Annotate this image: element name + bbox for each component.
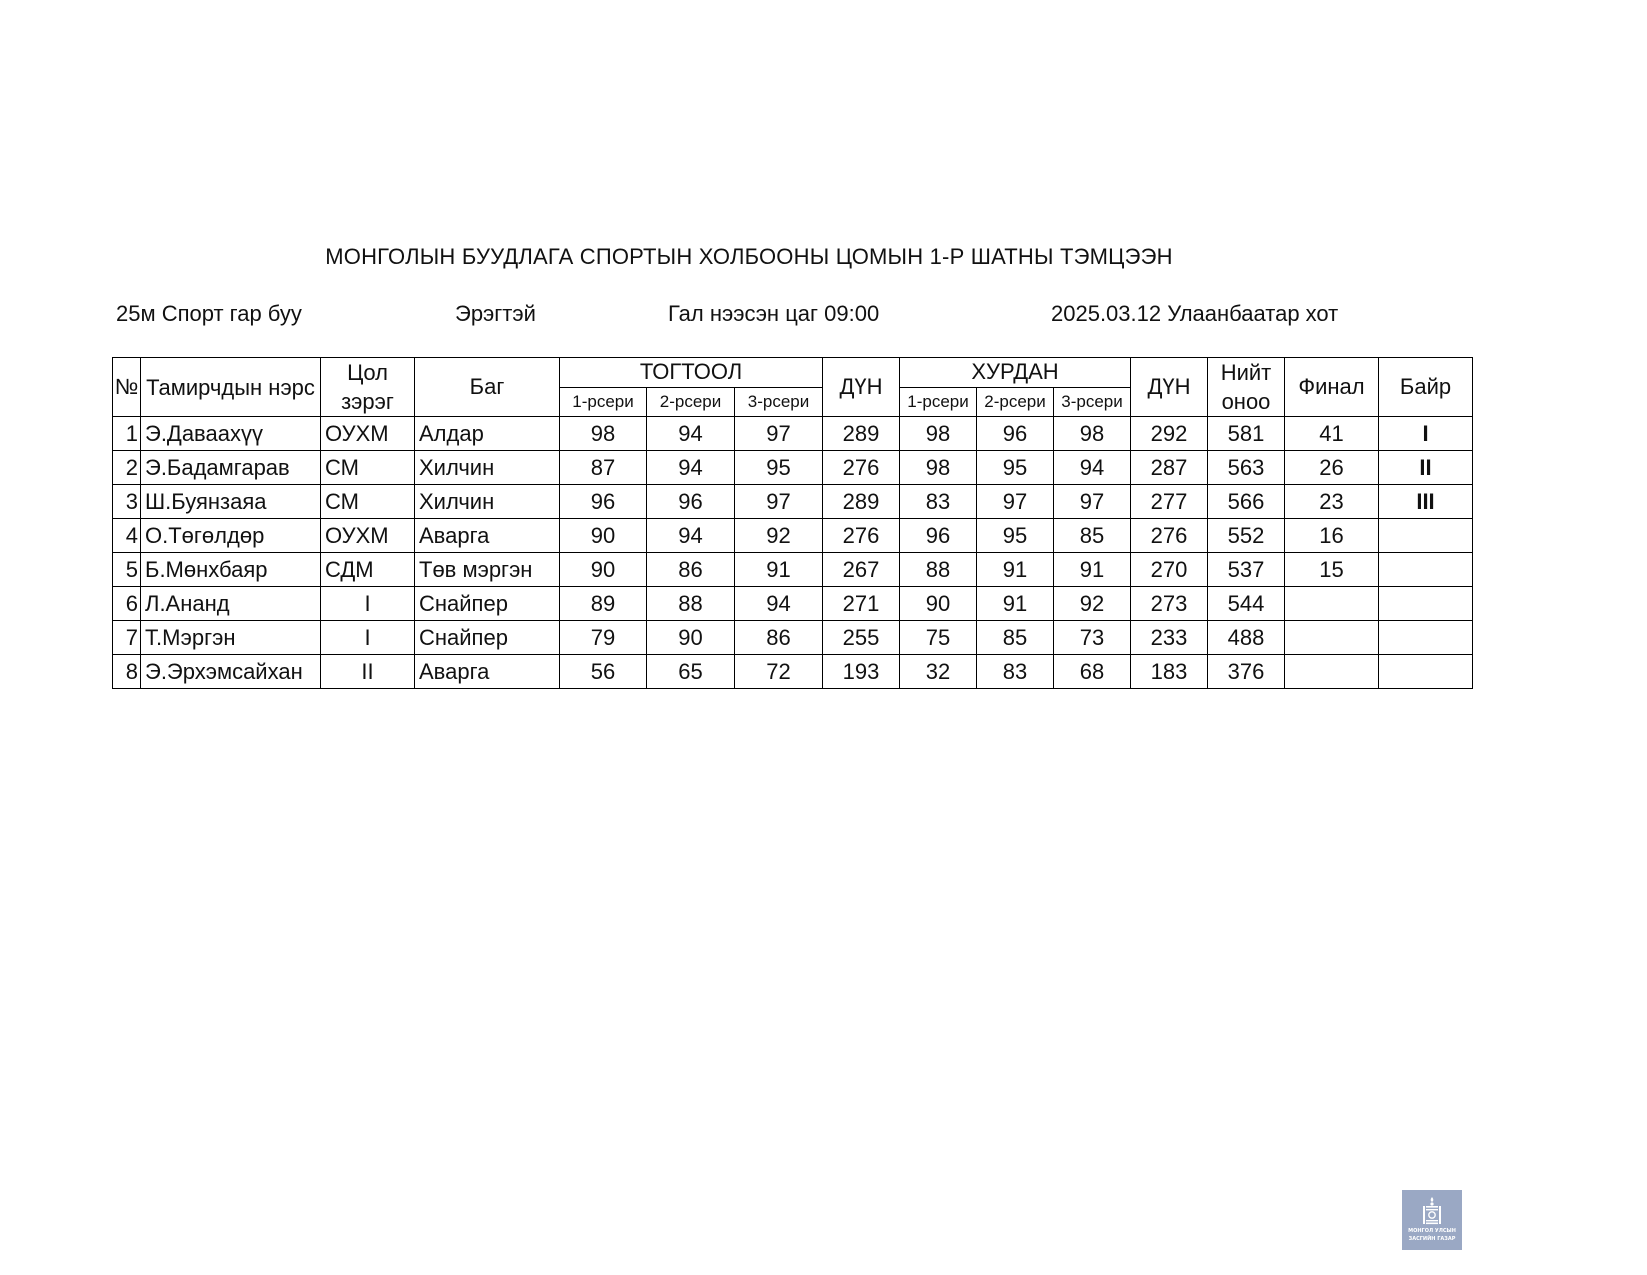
cell-rapid-series-2: 83	[977, 655, 1054, 689]
cell-rapid-series-1: 83	[900, 485, 977, 519]
cell-precision-series-3: 97	[735, 417, 823, 451]
cell-precision-series-3: 91	[735, 553, 823, 587]
cell-rapid-series-1: 98	[900, 451, 977, 485]
cell-rank: СДМ	[321, 553, 415, 587]
cell-precision-series-2: 94	[647, 519, 735, 553]
header-place: Байр	[1379, 358, 1473, 417]
cell-rapid-sum: 276	[1131, 519, 1208, 553]
cell-athlete-name: Ш.Буянзаяа	[141, 485, 321, 519]
cell-no: 4	[113, 519, 141, 553]
cell-rank: II	[321, 655, 415, 689]
cell-place	[1379, 587, 1473, 621]
cell-rapid-series-2: 95	[977, 519, 1054, 553]
cell-precision-series-2: 94	[647, 451, 735, 485]
cell-rapid-series-1: 32	[900, 655, 977, 689]
soyombo-emblem-icon	[1420, 1196, 1444, 1226]
cell-rapid-sum: 183	[1131, 655, 1208, 689]
cell-no: 5	[113, 553, 141, 587]
cell-no: 7	[113, 621, 141, 655]
cell-total: 488	[1208, 621, 1285, 655]
cell-rapid-series-1: 98	[900, 417, 977, 451]
cell-rapid-sum: 273	[1131, 587, 1208, 621]
table-row	[113, 587, 1473, 621]
cell-place: III	[1379, 485, 1473, 519]
cell-precision-sum: 193	[823, 655, 900, 689]
cell-place: II	[1379, 451, 1473, 485]
cell-total: 563	[1208, 451, 1285, 485]
cell-place	[1379, 519, 1473, 553]
cell-final: 41	[1285, 417, 1379, 451]
cell-place	[1379, 655, 1473, 689]
gender-category: Эрэгтэй	[455, 301, 536, 326]
header-rapid-series-1: 1-рсери	[900, 387, 977, 417]
cell-no: 3	[113, 485, 141, 519]
cell-rapid-series-2: 85	[977, 621, 1054, 655]
cell-athlete-name: Л.Ананд	[141, 587, 321, 621]
cell-rapid-series-2: 97	[977, 485, 1054, 519]
header-precision: ТОГТООЛ	[560, 358, 823, 388]
cell-precision-sum: 271	[823, 587, 900, 621]
cell-rapid-series-3: 97	[1054, 485, 1131, 519]
cell-athlete-name: Э.Эрхэмсайхан	[141, 655, 321, 689]
cell-precision-series-1: 87	[560, 451, 647, 485]
date-place: 2025.03.12 Улаанбаатар хот	[1051, 301, 1339, 326]
cell-final: 26	[1285, 451, 1379, 485]
cell-total: 552	[1208, 519, 1285, 553]
header-athlete: Тамирчдын нэрс	[141, 358, 321, 417]
cell-precision-sum: 289	[823, 417, 900, 451]
cell-rapid-series-3: 73	[1054, 621, 1131, 655]
cell-team: Төв мэргэн	[415, 553, 560, 587]
results-table	[112, 357, 1473, 689]
cell-team: Снайпер	[415, 587, 560, 621]
cell-rapid-series-2: 91	[977, 587, 1054, 621]
cell-precision-series-1: 98	[560, 417, 647, 451]
cell-rank: СМ	[321, 451, 415, 485]
cell-final: 23	[1285, 485, 1379, 519]
cell-total: 537	[1208, 553, 1285, 587]
cell-total: 376	[1208, 655, 1285, 689]
cell-precision-sum: 276	[823, 451, 900, 485]
cell-precision-series-1: 90	[560, 519, 647, 553]
cell-precision-series-1: 89	[560, 587, 647, 621]
cell-athlete-name: Т.Мэргэн	[141, 621, 321, 655]
cell-precision-series-3: 94	[735, 587, 823, 621]
table-row	[113, 655, 1473, 689]
cell-athlete-name: О.Төгөлдөр	[141, 519, 321, 553]
cell-rapid-series-3: 85	[1054, 519, 1131, 553]
cell-precision-series-2: 86	[647, 553, 735, 587]
cell-team: Хилчин	[415, 485, 560, 519]
government-seal	[1402, 1190, 1462, 1250]
table-row	[113, 485, 1473, 519]
cell-rapid-sum: 270	[1131, 553, 1208, 587]
cell-precision-sum: 289	[823, 485, 900, 519]
cell-rapid-series-3: 68	[1054, 655, 1131, 689]
header-precision-series-3: 3-рсери	[735, 387, 823, 417]
cell-rapid-series-3: 91	[1054, 553, 1131, 587]
cell-athlete-name: Э.Бадамгарав	[141, 451, 321, 485]
cell-rapid-series-1: 90	[900, 587, 977, 621]
cell-precision-series-1: 56	[560, 655, 647, 689]
cell-precision-series-1: 90	[560, 553, 647, 587]
cell-rapid-sum: 233	[1131, 621, 1208, 655]
header-final: Финал	[1285, 358, 1379, 417]
cell-team: Аварга	[415, 519, 560, 553]
cell-precision-series-2: 90	[647, 621, 735, 655]
cell-rapid-series-3: 98	[1054, 417, 1131, 451]
cell-team: Алдар	[415, 417, 560, 451]
header-precision-sum: ДҮН	[823, 358, 900, 417]
header-rapid-sum: ДҮН	[1131, 358, 1208, 417]
cell-precision-series-2: 65	[647, 655, 735, 689]
fire-time: Гал нээсэн цаг 09:00	[668, 301, 880, 326]
cell-final: 15	[1285, 553, 1379, 587]
cell-place: I	[1379, 417, 1473, 451]
cell-rapid-series-1: 96	[900, 519, 977, 553]
cell-precision-series-1: 96	[560, 485, 647, 519]
cell-rank: ОУХМ	[321, 417, 415, 451]
cell-precision-sum: 276	[823, 519, 900, 553]
cell-precision-sum: 267	[823, 553, 900, 587]
table-row	[113, 621, 1473, 655]
header-total: Нийт оноо	[1208, 358, 1285, 417]
cell-precision-series-2: 96	[647, 485, 735, 519]
cell-rapid-series-2: 91	[977, 553, 1054, 587]
cell-rank: СМ	[321, 485, 415, 519]
cell-precision-series-1: 79	[560, 621, 647, 655]
cell-rapid-series-3: 94	[1054, 451, 1131, 485]
event-name: 25м Спорт гар буу	[116, 301, 302, 326]
cell-no: 6	[113, 587, 141, 621]
cell-rapid-series-1: 75	[900, 621, 977, 655]
cell-athlete-name: Э.Даваахүү	[141, 417, 321, 451]
table-row	[113, 519, 1473, 553]
seal-text-line-2: ЗАСГИЙН ГАЗАР	[1408, 1236, 1456, 1242]
header-rank: Цол зэрэг	[321, 358, 415, 417]
cell-total: 566	[1208, 485, 1285, 519]
seal-text-line-1: МОНГОЛ УЛСЫН	[1408, 1228, 1456, 1234]
cell-final: 16	[1285, 519, 1379, 553]
header-team: Баг	[415, 358, 560, 417]
header-precision-series-2: 2-рсери	[647, 387, 735, 417]
cell-rapid-sum: 277	[1131, 485, 1208, 519]
cell-rank: ОУХМ	[321, 519, 415, 553]
table-row	[113, 417, 1473, 451]
cell-precision-series-3: 72	[735, 655, 823, 689]
cell-final	[1285, 621, 1379, 655]
results-body	[113, 417, 1473, 689]
cell-no: 1	[113, 417, 141, 451]
header-rapid-series-3: 3-рсери	[1054, 387, 1131, 417]
cell-place	[1379, 621, 1473, 655]
cell-no: 2	[113, 451, 141, 485]
table-row	[113, 451, 1473, 485]
cell-precision-series-3: 95	[735, 451, 823, 485]
cell-team: Хилчин	[415, 451, 560, 485]
cell-no: 8	[113, 655, 141, 689]
cell-rapid-series-2: 95	[977, 451, 1054, 485]
cell-final	[1285, 587, 1379, 621]
cell-rapid-series-3: 92	[1054, 587, 1131, 621]
document-title: МОНГОЛЫН БУУДЛАГА СПОРТЫН ХОЛБООНЫ ЦОМЫН 1-Р ШАТНЫ ТЭМЦЭЭН	[325, 244, 1173, 269]
cell-rapid-series-2: 96	[977, 417, 1054, 451]
cell-precision-series-2: 88	[647, 587, 735, 621]
header-precision-series-1: 1-рсери	[560, 387, 647, 417]
cell-precision-sum: 255	[823, 621, 900, 655]
cell-total: 544	[1208, 587, 1285, 621]
cell-precision-series-3: 97	[735, 485, 823, 519]
cell-rapid-sum: 292	[1131, 417, 1208, 451]
cell-total: 581	[1208, 417, 1285, 451]
header-rapid: ХУРДАН	[900, 358, 1131, 388]
table-row	[113, 553, 1473, 587]
cell-precision-series-2: 94	[647, 417, 735, 451]
cell-team: Снайпер	[415, 621, 560, 655]
header-rapid-series-2: 2-рсери	[977, 387, 1054, 417]
cell-place	[1379, 553, 1473, 587]
cell-team: Аварга	[415, 655, 560, 689]
cell-rapid-sum: 287	[1131, 451, 1208, 485]
cell-precision-series-3: 92	[735, 519, 823, 553]
cell-rank: I	[321, 587, 415, 621]
cell-final	[1285, 655, 1379, 689]
cell-precision-series-3: 86	[735, 621, 823, 655]
cell-athlete-name: Б.Мөнхбаяр	[141, 553, 321, 587]
cell-rapid-series-1: 88	[900, 553, 977, 587]
cell-rank: I	[321, 621, 415, 655]
header-no: №	[113, 358, 141, 417]
